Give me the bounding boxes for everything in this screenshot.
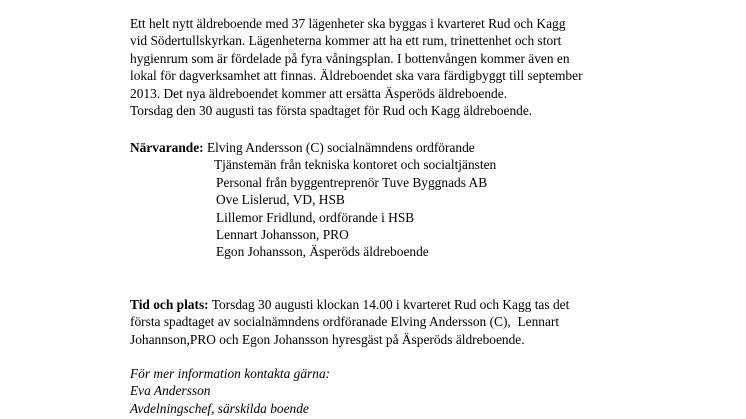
intro-line: vid Södertullskyrkan. Lägenheterna kommer att ha ett rum, trinettenhet och stort bbox=[130, 33, 562, 49]
contact-name: Eva Andersson bbox=[130, 383, 211, 399]
attendees-section bbox=[130, 139, 496, 261]
contact-section bbox=[130, 365, 330, 417]
contact-line: För mer information kontakta gärna: bbox=[130, 366, 331, 381]
attendee-name: Elving Andersson (C) socialnämndens ordförande bbox=[203, 140, 475, 155]
time-place-first-line bbox=[130, 296, 569, 313]
attendee-name: Ove Lislerud, VD, HSB bbox=[216, 192, 345, 208]
contact-title: Avdelningschef, särskilda boende bbox=[130, 400, 309, 416]
attendee-name: Lennart Johansson, PRO bbox=[216, 226, 349, 242]
time-place-section bbox=[130, 296, 569, 348]
intro-line: lokal för dagverksamhet att finnas. Äldreboendet ska vara färdigbyggt till september bbox=[130, 68, 583, 84]
attendees-first-line bbox=[130, 139, 496, 156]
attendee-name: Personal från byggentreprenör Tuve Byggnads AB bbox=[216, 174, 488, 190]
intro-line: hygienrum som är fördelade på fyra våningsplan. I bottenvången kommer även en bbox=[130, 50, 570, 66]
intro-line: 2013. Det nya äldreboendet kommer att ersätta Äsperöds äldreboende. bbox=[130, 85, 508, 101]
intro-paragraph bbox=[130, 15, 583, 119]
attendee-name: Tjänstemän från tekniska kontoret och socialtjänsten bbox=[214, 157, 497, 173]
time-place-text: Johannson,PRO och Egon Johansson hyresgäst på Äsperöds äldreboende. bbox=[130, 331, 525, 347]
time-place-text: Torsdag 30 augusti klockan 14.00 i kvarteret Rud och Kagg tas det bbox=[208, 297, 570, 312]
time-place-text: första spadtaget av socialnämndens ordföranade Elving Andersson (C), Lennart bbox=[130, 314, 560, 330]
intro-line: Ett helt nytt äldreboende med 37 lägenheter ska byggas i kvarteret Rud och Kagg bbox=[130, 16, 566, 31]
attendee-name: Lillemor Fridlund, ordförande i HSB bbox=[216, 209, 415, 225]
attendees-label: Närvarande: bbox=[130, 140, 204, 155]
time-place-label: Tid och plats: bbox=[130, 297, 209, 312]
attendee-name: Egon Johansson, Äsperöds äldreboende bbox=[216, 244, 429, 260]
intro-line: Torsdag den 30 augusti tas första spadtaget för Rud och Kagg äldreboende. bbox=[130, 102, 533, 118]
